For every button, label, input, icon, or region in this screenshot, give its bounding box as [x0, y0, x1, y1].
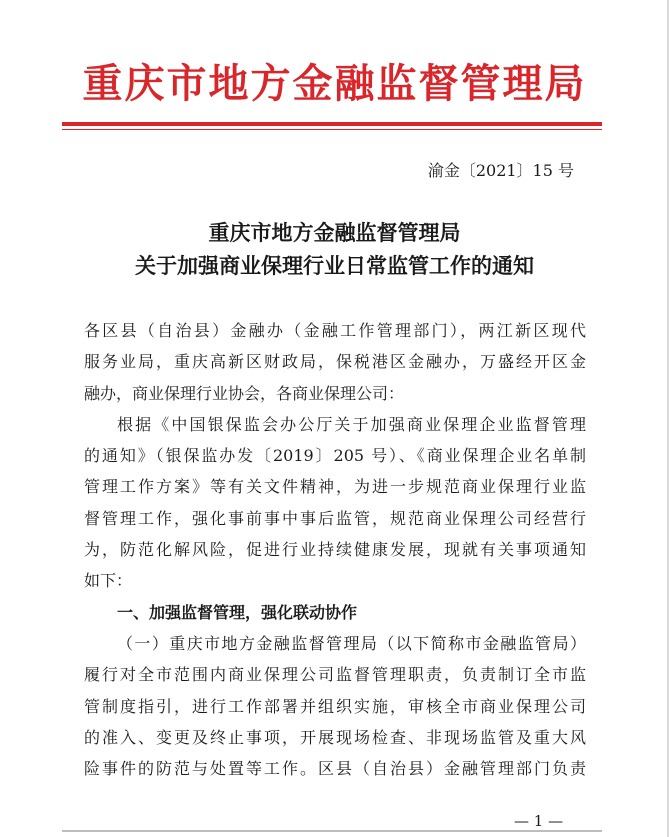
issuing-authority-header: 重庆市地方金融监督管理局 [82, 60, 587, 107]
section-heading: 一、加强监督管理，强化联动协作 [117, 602, 358, 622]
body-line: 的通知》（银保监办发〔2019〕205 号）、《商业保理企业名单制 [84, 446, 586, 466]
body-line: 险事件的防范与处置等工作。区县（自治县）金融管理部门负责 [84, 759, 586, 779]
document-title-line-1: 重庆市地方金融监督管理局 [208, 220, 461, 245]
document-body [84, 315, 586, 784]
body-line: 督管理工作，强化事前事中事后监管，规范商业保理公司经营行 [84, 508, 586, 528]
body-line: 管理工作方案》等有关文件精神，为进一步规范商业保理行业监 [84, 477, 586, 497]
page-number: — 1 — [514, 812, 564, 830]
body-line: 管制度指引，进行工作部署并组织实施，审核全市商业保理公司 [84, 696, 586, 716]
red-header-rule-thin [62, 129, 602, 130]
body-line: 各区县（自治县）金融办（金融工作管理部门），两江新区现代 [84, 321, 586, 340]
body-line: 融办，商业保理行业协会，各商业保理公司： [84, 383, 405, 403]
body-line: 的准入、变更及终止事项，开展现场检查、非现场监管及重大风 [84, 727, 586, 747]
body-line: 根据《中国银保监会办公厅关于加强商业保理企业监督管理 [117, 414, 586, 434]
body-line: 履行对全市范围内商业保理公司监督管理职责，负责制订全市监 [84, 665, 586, 685]
red-header-rule-thick [62, 122, 602, 126]
body-line: （一）重庆市地方金融监督管理局（以下简称市金融监管局） [117, 633, 586, 653]
document-number: 渝金〔2021〕15 号 [427, 161, 574, 180]
document-title-line-2: 关于加强商业保理行业日常监管工作的通知 [135, 253, 534, 278]
body-line: 服务业局，重庆高新区财政局，保税港区金融办，万盛经开区金 [84, 352, 586, 372]
body-line: 如下： [84, 571, 133, 591]
page-bottom-rule [62, 830, 602, 832]
body-line: 为，防范化解风险，促进行业持续健康发展，现就有关事项通知 [84, 540, 586, 560]
